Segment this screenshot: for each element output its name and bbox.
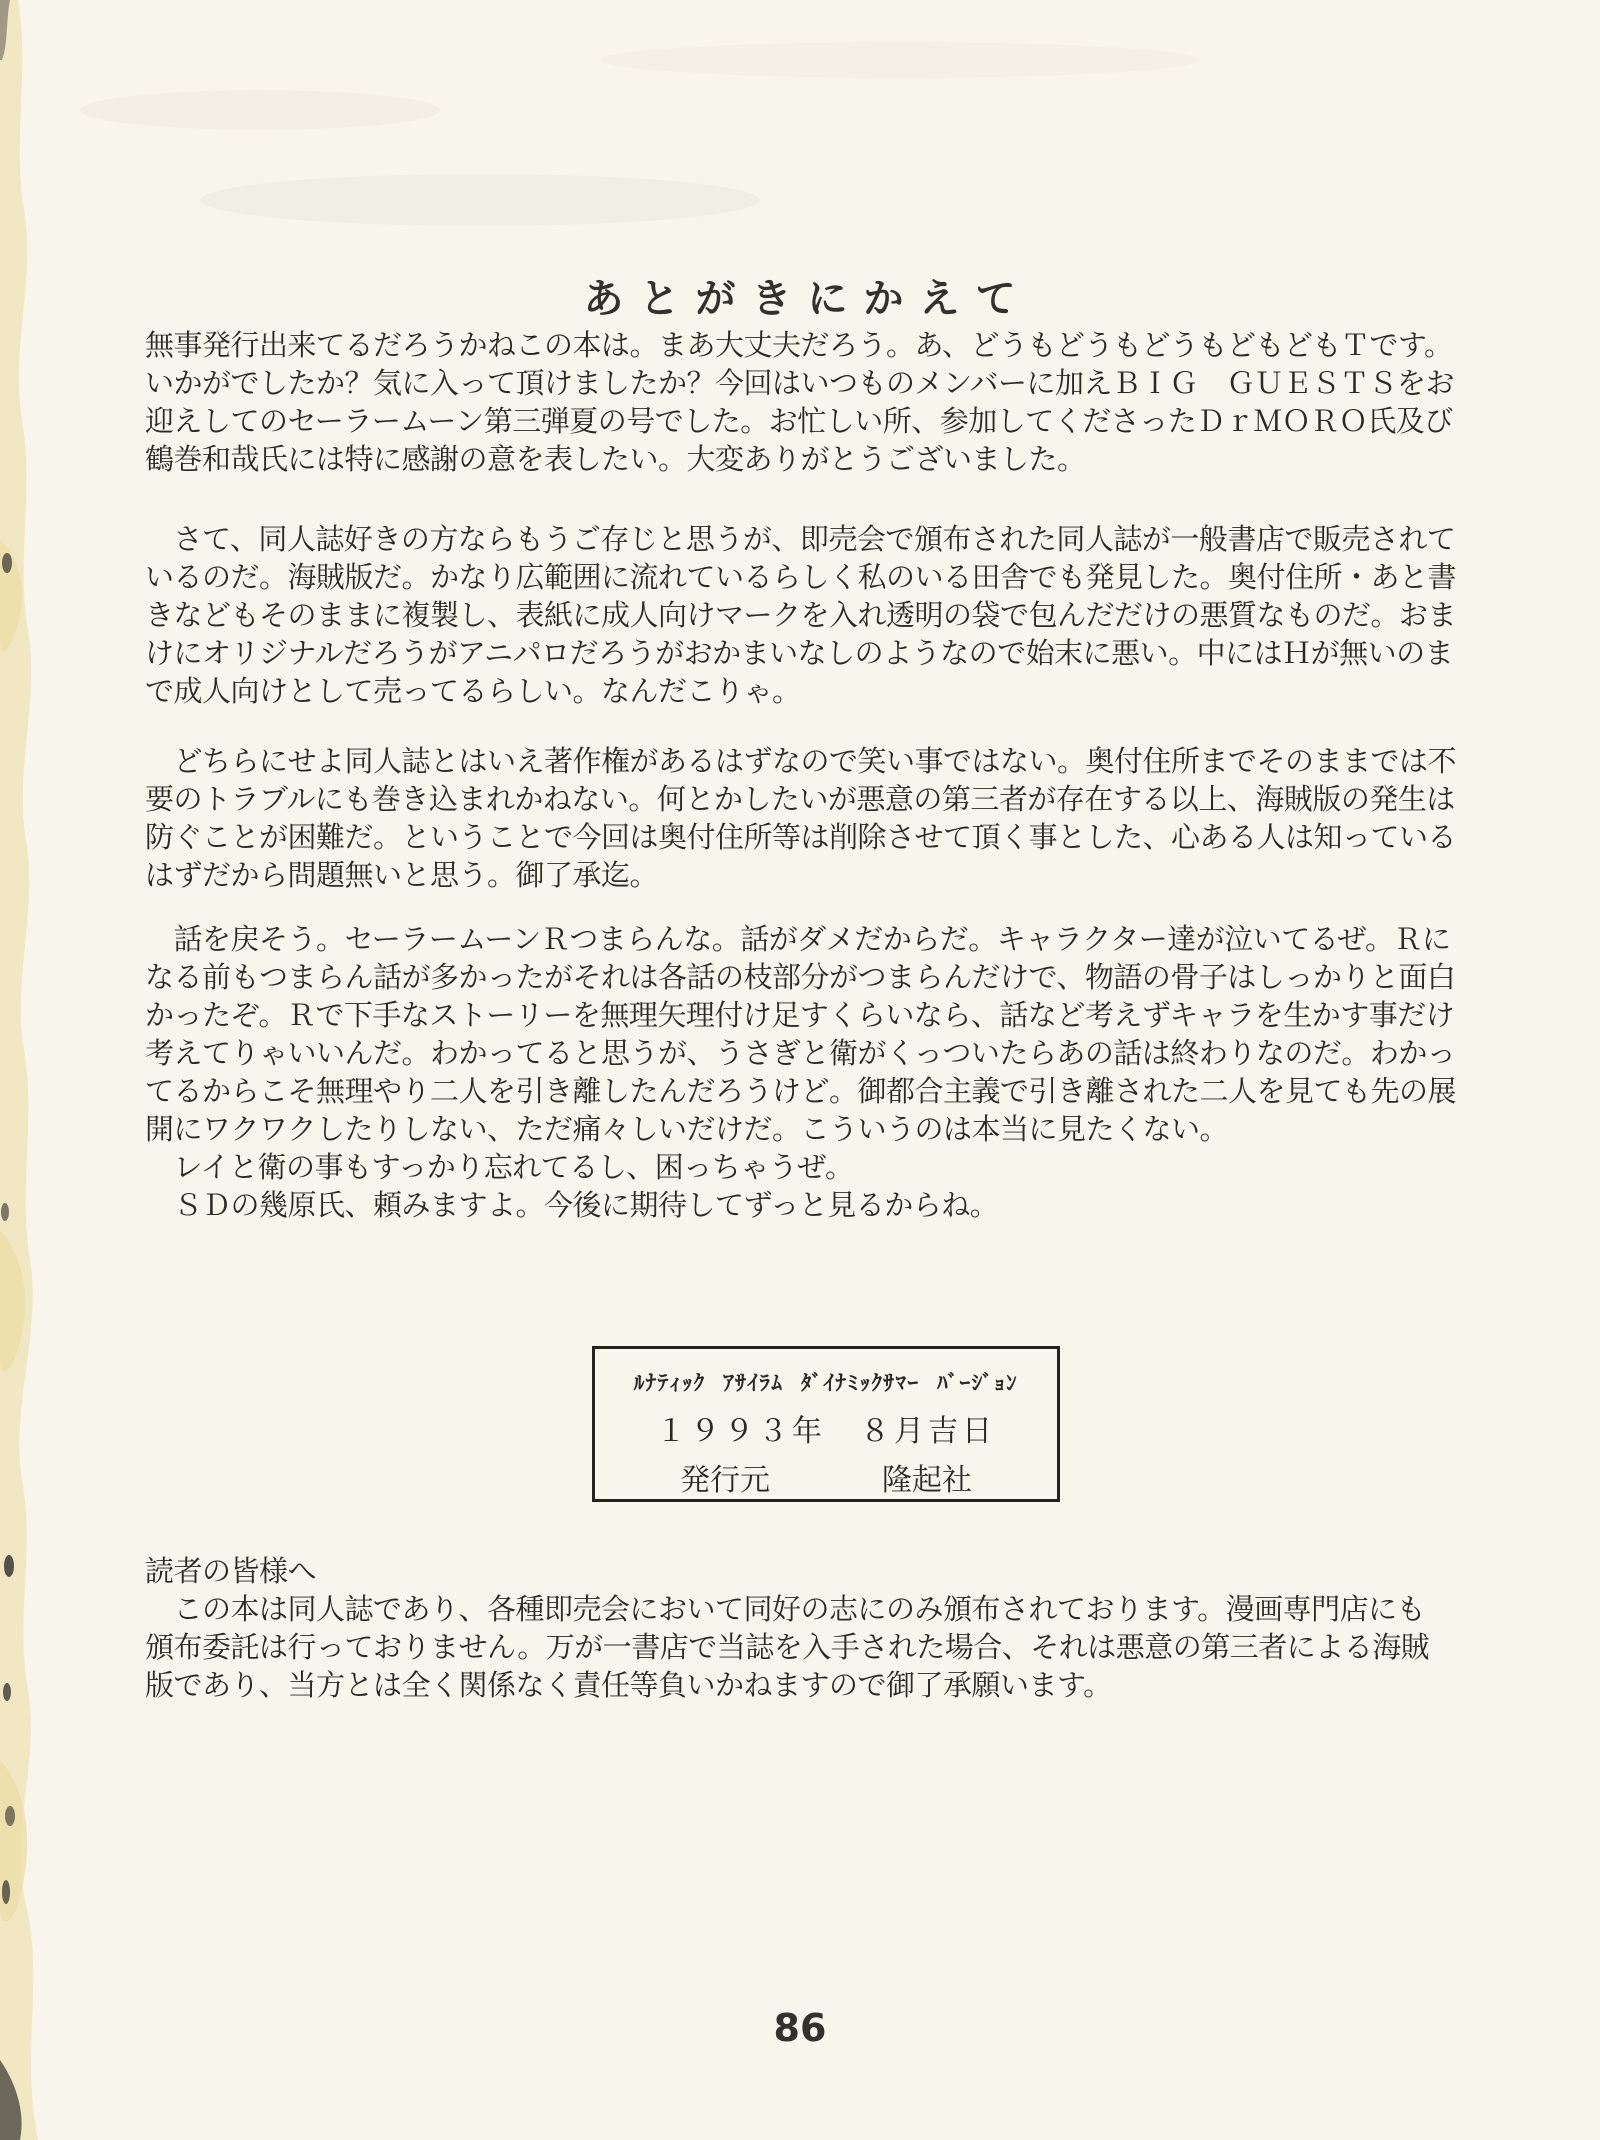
notice-heading: 読者の皆様へ [145,1554,317,1588]
text-line: てるからこそ無理やり二人を引き離したんだろうけど。御都合主義で引き離された二人を見ても先の展 [145,1074,1457,1108]
text-line: 迎えしてのセーラームーン第三弾夏の号でした。お忙しい所、参加してくださったＤｒＭＯＲＯ氏及び [145,404,1453,438]
text-line: ＳＤの幾原氏、頼みますよ。今後に期待してずっと見るからね。 [145,1188,999,1222]
page-number: 86 [773,2006,827,2050]
text-line: いるのだ。海賊版だ。かなり広範囲に流れているらしく私のいる田舎でも発見した。奥付住所・あと書 [145,560,1457,594]
reader-notice [145,1552,1475,1704]
text-line: 鶴巻和哉氏には特に感謝の意を表したい。大変ありがとうございました。 [145,442,1086,476]
text-line: レイと衛の事もすっかり忘れてるし、困っちゃうぜ。 [145,1150,854,1184]
publisher-label: 発行元 [680,1463,770,1498]
publisher-name: 隆起社 [882,1463,972,1498]
text-line: 版であり、当方とは全く関係なく責任等負いかねますので御了承願います。 [145,1668,1112,1702]
text-line: 無事発行出来てるだろうかねこの本は。まあ大丈夫だろう。あ、どうもどうもどうもどもどもＴです。 [145,328,1453,362]
text-line: 要のトラブルにも巻き込まれかねない。何とかしたいが悪意の第三者が存在する以上、海賊版の発生は [145,782,1455,816]
text-line: で成人向けとして売ってるらしい。なんだこりゃ。 [145,674,801,708]
colophon-date: １９９３年 ８月吉日 [656,1414,996,1449]
afterword-paragraph-3 [145,742,1475,894]
colophon-box [592,1346,1060,1502]
text-line: どちらにせよ同人誌とはいえ著作権があるはずなので笑い事ではない。奥付住所までそのままでは不 [145,744,1457,778]
page-title: あとがきにかえて [583,274,1032,322]
afterword-paragraph-2 [145,520,1475,710]
text-line: 話を戻そう。セーラームーンＲつまらんな。話がダメだからだ。キャラクター達が泣いてるぜ。Ｒに [145,922,1451,956]
afterword-paragraph-4 [145,920,1475,1224]
afterword-paragraph-1 [145,326,1475,478]
text-line: なる前もつまらん話が多かったがそれは各話の枝部分がつまらんだけで、物語の骨子はしっかりと面白 [145,960,1456,994]
text-line: 開にワクワクしたりしない、ただ痛々しいだけだ。こういうのは本当に見たくない。 [145,1112,1229,1146]
text-line: さて、同人誌好きの方ならもうご存じと思うが、即売会で頒布された同人誌が一般書店で販売されて [145,522,1456,556]
text-line: はずだから問題無いと思う。御了承迄。 [145,858,659,892]
text-line: いかがでしたか？気に入って頂けましたか？今回はいつものメンバーに加えＢＩＧ ＧＵＥＳＴＳをお [145,366,1454,400]
text-line: かったぞ。Ｒで下手なストーリーを無理矢理付け足すくらいなら、話など考えずキャラを生かす事だけ [145,998,1455,1032]
text-line: けにオリジナルだろうがアニパロだろうがおかまいなしのようなので始末に悪い。中にはＨが無いのま [145,636,1454,670]
text-line: 考えてりゃいいんだ。わかってると思うが、うさぎと衛がくっついたらあの話は終わりなのだ。わかっ [145,1036,1456,1070]
text-line: きなどもそのままに複製し、表紙に成人向けマークを入れ透明の袋で包んだだけの悪質なものだ。おま [145,598,1457,632]
text-line: 防ぐことが困難だ。ということで今回は奥付住所等は削除させて頂く事とした、心ある人は知っている [145,820,1457,854]
colophon-series-title: ﾙﾅﾃｨｯｸ ｱｻｲﾗﾑ ﾀﾞｲﾅﾐｯｸｻﾏｰ ﾊﾞｰｼﾞｮﾝ [633,1370,1019,1395]
text-line: この本は同人誌であり、各種即売会において同好の志にのみ頒布されております。漫画専門店にも [145,1592,1426,1626]
colophon-publisher-row [595,1455,1057,1499]
text-line: 頒布委託は行っておりません。万が一書店で当誌を入手された場合、それは悪意の第三者による海賊 [145,1630,1430,1664]
